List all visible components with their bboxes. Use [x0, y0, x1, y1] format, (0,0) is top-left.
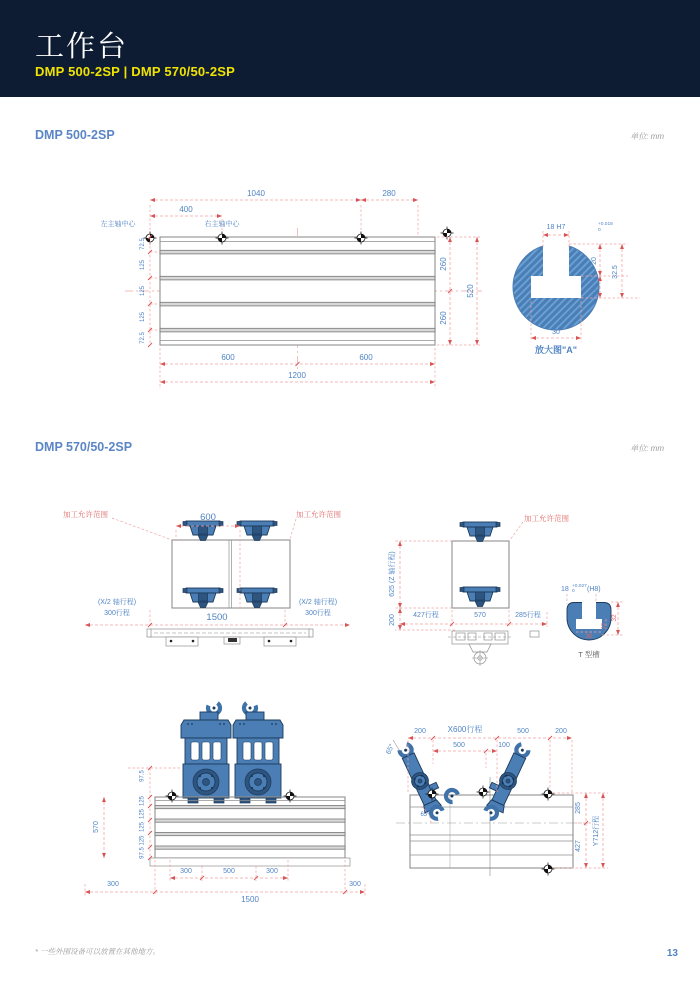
- label-machining-range-right: 加工允许范围: [296, 510, 341, 519]
- dim-30: 30: [552, 329, 560, 336]
- dim-300-outer-right: 300: [349, 881, 361, 888]
- spindle-icon: [460, 522, 500, 542]
- detail-a-tslot-section: [513, 221, 640, 355]
- dim-125-bl-c: 125: [139, 821, 146, 833]
- label-300-travel-right: 300行程: [305, 610, 331, 617]
- dim-600-right: 600: [359, 353, 373, 362]
- section2-title: DMP 570/50-2SP: [35, 440, 133, 454]
- dim-625-z-travel: 625 (Z 轴行程): [389, 551, 396, 597]
- dim-285-br: 285: [575, 802, 582, 814]
- dim-32-5: 32.5: [612, 265, 619, 279]
- right-dimensions: [437, 237, 482, 345]
- dim-72-5-top: 72.5: [140, 238, 146, 250]
- spindle-icon: [183, 521, 223, 541]
- tslot-detail: [561, 583, 623, 659]
- carriage-detail: [448, 631, 539, 666]
- dim-570-side: 570: [474, 612, 486, 619]
- dim-427-br: 427: [575, 840, 582, 852]
- dim-30-tslot: 30: [585, 634, 593, 640]
- dim-1500-front: 1500: [206, 612, 228, 623]
- tslot-caption: T 型槽: [578, 650, 600, 659]
- dim-500-inner-br: 500: [453, 742, 465, 749]
- dim-20: 20: [591, 257, 598, 265]
- dim-12-5: 12.5: [593, 284, 598, 294]
- table-side-strip: [147, 629, 313, 646]
- label-300-travel-left: 300行程: [104, 610, 130, 617]
- dim-1200: 1200: [288, 371, 306, 380]
- angle-65-inner: 65°: [420, 812, 430, 818]
- units-label-2: 单位: mm: [630, 444, 664, 453]
- front-view: [63, 509, 350, 646]
- dim-18h7: 18 H7: [546, 224, 566, 231]
- tolerance-zero: 0: [598, 228, 601, 233]
- tolerance-plus-tslot: +0.027: [572, 584, 587, 589]
- dim-427-travel: 427行程: [413, 612, 439, 619]
- dim-32-tslot: 32: [611, 614, 618, 622]
- dim-600-front: 600: [200, 512, 216, 523]
- position-marker-icon: [441, 227, 454, 240]
- dim-400: 400: [179, 205, 193, 214]
- dim-x600-travel: X600行程: [447, 725, 483, 734]
- tolerance-zero-tslot: 0: [572, 589, 575, 594]
- dim-520: 520: [466, 284, 475, 298]
- dim-260-top: 260: [439, 257, 448, 271]
- dim-125-b: 125: [140, 285, 146, 297]
- dim-570-bl: 570: [93, 821, 100, 833]
- label-left-spindle-center: 左主轴中心: [100, 221, 136, 228]
- label-machining-range-side: 加工允许范围: [524, 514, 569, 523]
- footnote: * 一些外围设备可以放置在其他地方。: [35, 947, 161, 956]
- dim-125-c: 125: [140, 311, 146, 323]
- page-title: 工作台: [35, 31, 129, 63]
- drawing-dmp500-top-view: [0, 160, 700, 410]
- units-label-1: 单位: mm: [630, 132, 664, 141]
- dim-300-outer-left: 300: [107, 881, 119, 888]
- side-view: [387, 513, 569, 666]
- dim-125-bl-b: 125: [139, 808, 146, 820]
- dim-18-tslot: 18: [561, 586, 569, 593]
- dim-97-5-top: 97.5: [139, 770, 146, 782]
- label-h8: (H8): [587, 586, 601, 593]
- label-right-spindle-center: 右主轴中心: [204, 221, 240, 228]
- spindle-icon: [237, 521, 277, 541]
- dim-200-br-right: 200: [555, 728, 567, 735]
- detail-a-caption: 放大图"A": [534, 345, 578, 355]
- dim-300-inner-left: 300: [180, 868, 192, 875]
- turret-unit: [181, 700, 231, 803]
- dim-1040: 1040: [247, 189, 265, 198]
- dim-125-bl-a: 125: [139, 795, 146, 807]
- dim-200-side: 200: [389, 614, 396, 626]
- dim-285-travel: 285行程: [515, 612, 541, 619]
- dim-500-br: 500: [517, 728, 529, 735]
- dim-125-a: 125: [140, 259, 146, 271]
- dim-72-5-bottom: 72.5: [140, 332, 146, 344]
- dim-300-inner-right: 300: [266, 868, 278, 875]
- label-machining-range-left: 加工允许范围: [63, 510, 108, 519]
- tolerance-plus: +0.018: [598, 222, 613, 227]
- table-top-view: [125, 228, 482, 372]
- dim-97-5-bottom: 97.5: [139, 847, 146, 859]
- dim-12-tslot: 12: [601, 622, 607, 630]
- dim-125-bl-d: 125: [139, 835, 146, 846]
- label-x-travel-left: (X/2 轴行程): [97, 599, 137, 606]
- tool-arm-view: [384, 724, 608, 876]
- page-header: [0, 0, 700, 97]
- dim-200-br-left: 200: [414, 728, 426, 735]
- dim-600-left: 600: [221, 353, 235, 362]
- page-number: 13: [666, 948, 678, 959]
- label-x-travel-right: (X/2 轴行程): [298, 599, 338, 606]
- turret-unit: [233, 700, 283, 803]
- dim-100-br: 100: [498, 742, 510, 749]
- section1-title: DMP 500-2SP: [35, 128, 115, 142]
- page-subtitle: DMP 500-2SP | DMP 570/50-2SP: [35, 64, 236, 79]
- angle-65-top: 65°: [385, 743, 397, 756]
- dim-260-bottom: 260: [439, 311, 448, 325]
- top-dimensions: [101, 189, 419, 236]
- dim-y712-travel: Y712行程: [593, 815, 600, 847]
- drawing-dmp570-views: [0, 470, 700, 940]
- dim-280: 280: [382, 189, 396, 198]
- turret-elevation-view: [85, 700, 365, 904]
- dim-1500-bl: 1500: [241, 895, 259, 904]
- dim-500-inner: 500: [223, 868, 235, 875]
